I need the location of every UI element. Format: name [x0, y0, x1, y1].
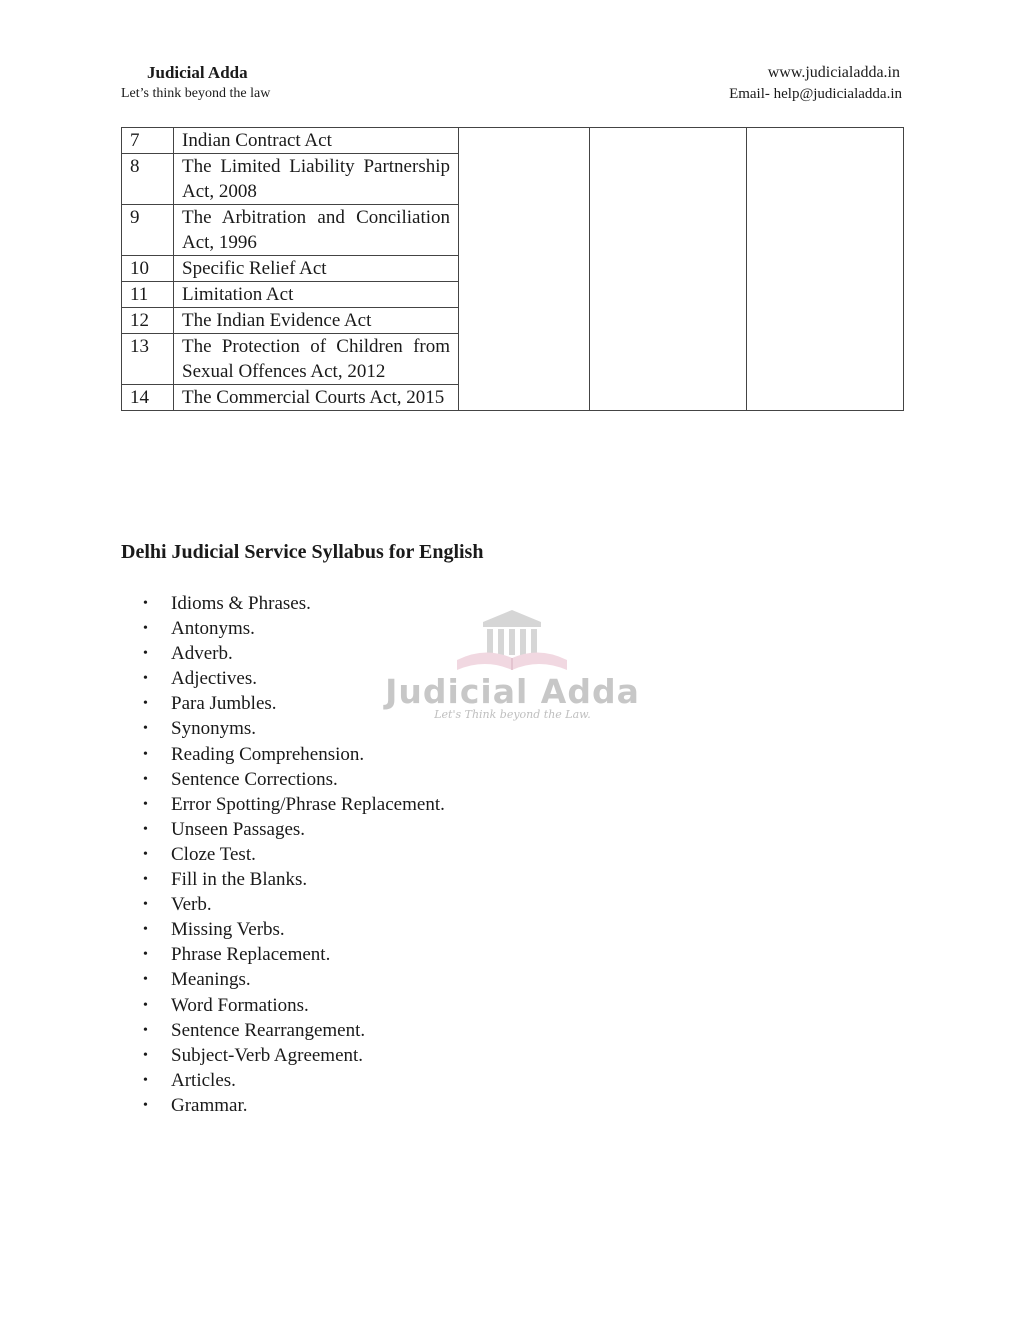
header-left — [121, 62, 270, 104]
list-item — [121, 1068, 445, 1093]
acts-table-body — [122, 128, 904, 411]
act-name: The Commercial Courts Act, 2015 — [174, 385, 459, 411]
list-item — [121, 641, 445, 666]
row-number: 7 — [122, 128, 174, 154]
bullet-icon: • — [143, 646, 148, 662]
list-item-label: Error Spotting/Phrase Replacement. — [171, 793, 445, 815]
bullet-icon: • — [143, 671, 148, 687]
act-name: The Indian Evidence Act — [174, 308, 459, 334]
list-item — [121, 867, 445, 892]
list-item — [121, 993, 445, 1018]
list-item — [121, 1018, 445, 1043]
list-item-label: Subject-Verb Agreement. — [171, 1044, 364, 1066]
act-name: The Protection of Children from Sexual Offences Act, 2012 — [174, 334, 459, 385]
act-name: The Limited Liability Partnership Act, 2008 — [174, 154, 459, 205]
list-item — [121, 1093, 445, 1118]
list-item — [121, 742, 445, 767]
act-name: Limitation Act — [174, 282, 459, 308]
bullet-icon: • — [143, 821, 148, 837]
bullet-icon: • — [143, 997, 148, 1013]
bullet-icon: • — [143, 746, 148, 762]
list-item-label: Sentence Rearrangement. — [171, 1019, 366, 1041]
list-item-label: Adjectives. — [171, 668, 258, 690]
list-item — [121, 591, 445, 616]
list-item-label: Grammar. — [171, 1094, 248, 1116]
watermark-subtitle: Let's Think beyond the Law. — [434, 708, 591, 721]
list-item-label: Synonyms. — [171, 718, 256, 740]
list-item — [121, 967, 445, 992]
bullet-icon: • — [143, 897, 148, 913]
bullet-icon: • — [143, 1072, 148, 1088]
list-item — [121, 691, 445, 716]
bullet-icon: • — [143, 721, 148, 737]
bullet-icon: • — [143, 771, 148, 787]
empty-column-cell — [590, 128, 747, 411]
list-item — [121, 767, 445, 792]
list-item-label: Antonyms. — [171, 618, 255, 640]
bullet-icon: • — [143, 922, 148, 938]
list-item — [121, 892, 445, 917]
bullet-icon: • — [143, 796, 148, 812]
list-item-label: Meanings. — [171, 969, 251, 991]
empty-column-cell — [747, 128, 904, 411]
list-item-label: Idioms & Phrases. — [171, 593, 311, 614]
row-number: 9 — [122, 205, 174, 256]
bullet-icon: • — [143, 596, 148, 611]
act-name: Indian Contract Act — [174, 128, 459, 154]
list-item-label: Cloze Test. — [171, 843, 256, 865]
list-item — [121, 666, 445, 691]
list-item-label: Missing Verbs. — [171, 919, 285, 941]
list-item-label: Verb. — [171, 894, 212, 916]
list-item-label: Reading Comprehension. — [171, 743, 365, 765]
list-item-label: Fill in the Blanks. — [171, 869, 308, 891]
header-right — [729, 62, 902, 104]
row-number: 10 — [122, 256, 174, 282]
list-item — [121, 917, 445, 942]
brand-tagline: Let’s think beyond the law — [121, 86, 271, 101]
list-item — [121, 616, 445, 641]
list-item — [121, 842, 445, 867]
list-item-label: Word Formations. — [171, 994, 309, 1016]
row-number: 12 — [122, 308, 174, 334]
bullet-icon: • — [143, 621, 148, 637]
bullet-icon: • — [143, 846, 148, 862]
list-item-label: Articles. — [171, 1069, 236, 1091]
brand-name: Judicial Adda — [147, 63, 248, 82]
list-item-label: Unseen Passages. — [171, 818, 306, 840]
list-item-label: Sentence Corrections. — [171, 768, 338, 790]
list-item — [121, 942, 445, 967]
syllabus-list — [121, 591, 445, 1118]
bullet-icon: • — [143, 1097, 148, 1113]
bullet-icon: • — [143, 972, 148, 988]
bullet-icon: • — [143, 696, 148, 712]
bullet-icon: • — [143, 1047, 148, 1063]
row-number: 8 — [122, 154, 174, 205]
email-contact[interactable]: Email- help@judicialadda.in — [729, 86, 902, 102]
list-item — [121, 817, 445, 842]
row-number: 14 — [122, 385, 174, 411]
table-row — [122, 128, 904, 154]
list-item-label: Adverb. — [171, 643, 233, 665]
row-number: 11 — [122, 282, 174, 308]
empty-column-cell — [459, 128, 590, 411]
list-item — [121, 716, 445, 741]
bullet-icon: • — [143, 947, 148, 963]
bullet-icon: • — [143, 1022, 148, 1038]
list-item-label: Phrase Replacement. — [171, 944, 331, 966]
act-name: The Arbitration and Conciliation Act, 1996 — [174, 205, 459, 256]
watermark-title: Judicial Adda — [385, 672, 640, 711]
list-item-label: Para Jumbles. — [171, 693, 277, 715]
act-name: Specific Relief Act — [174, 256, 459, 282]
acts-table — [121, 127, 904, 411]
list-item — [121, 1043, 445, 1068]
bullet-icon: • — [143, 872, 148, 888]
list-item — [121, 792, 445, 817]
row-number: 13 — [122, 334, 174, 385]
website-link[interactable]: www.judicialadda.in — [767, 64, 900, 81]
section-title: Delhi Judicial Service Syllabus for English — [121, 541, 484, 563]
